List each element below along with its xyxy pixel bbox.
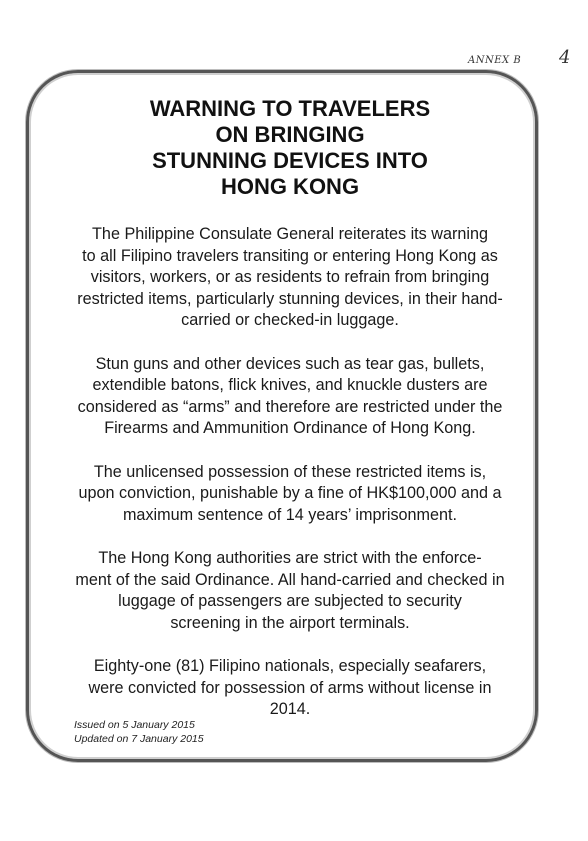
paragraph-line: Eighty-one (81) Filipino nationals, especially seafarers, [93, 657, 487, 675]
title-line: HONG KONG [220, 174, 360, 199]
paragraph-restricted-arms [30, 354, 550, 440]
paragraph-line: The Hong Kong authorities are strict with the enforce- [98, 549, 482, 567]
notice-content [30, 96, 550, 721]
paragraph-line: carried or checked-in luggage. [181, 311, 399, 329]
paragraph-line: upon conviction, punishable by a fine of HK$100,000 and a [78, 484, 502, 502]
paragraph-line: ment of the said Ordinance. All hand-carried and checked in [75, 570, 505, 589]
paragraph-line: luggage of passengers are subjected to security [118, 592, 462, 610]
title-line: STUNNING DEVICES INTO [152, 148, 428, 173]
paragraph-line: The Philippine Consulate General reiterates its warning [92, 225, 488, 243]
paragraph-line: Stun guns and other devices such as tear gas, bullets, [95, 354, 485, 373]
paragraph-line: screening in the airport terminals. [170, 613, 410, 632]
paragraph-line: Firearms and Ammunition Ordinance of Hong Kong. [104, 419, 476, 437]
issue-dates [74, 718, 204, 746]
paragraph-line: to all Filipino travelers transiting or entering Hong Kong as [82, 246, 498, 265]
paragraph-convictions [30, 656, 550, 721]
paragraph-line: were convicted for possession of arms without license in [88, 678, 492, 697]
warning-title [30, 96, 550, 200]
paragraph-penalties [30, 462, 550, 527]
annex-mark: ANNEX B [468, 55, 522, 66]
paragraph-line: maximum sentence of 14 years’ imprisonment. [122, 505, 458, 524]
paragraph-line: extendible batons, flick knives, and knuckle dusters are [92, 376, 488, 394]
page-number: 4 [559, 47, 571, 68]
paragraph-line: considered as “arms” and therefore are restricted under the [77, 397, 503, 416]
paragraph-enforcement [30, 548, 550, 634]
issued-date: Issued on 5 January 2015 [74, 719, 195, 731]
title-line: ON BRINGING [215, 122, 365, 147]
paragraph-line: The unlicensed possession of these restricted items is, [93, 462, 487, 481]
paragraph-consulate-warning [30, 224, 550, 332]
updated-date: Updated on 7 January 2015 [74, 733, 204, 745]
paragraph-line: restricted items, particularly stunning devices, in their hand- [77, 289, 503, 308]
paragraph-line: visitors, workers, or as residents to refrain from bringing [90, 268, 490, 286]
paragraph-line: 2014. [269, 700, 311, 718]
title-line: WARNING TO TRAVELERS [149, 96, 431, 121]
